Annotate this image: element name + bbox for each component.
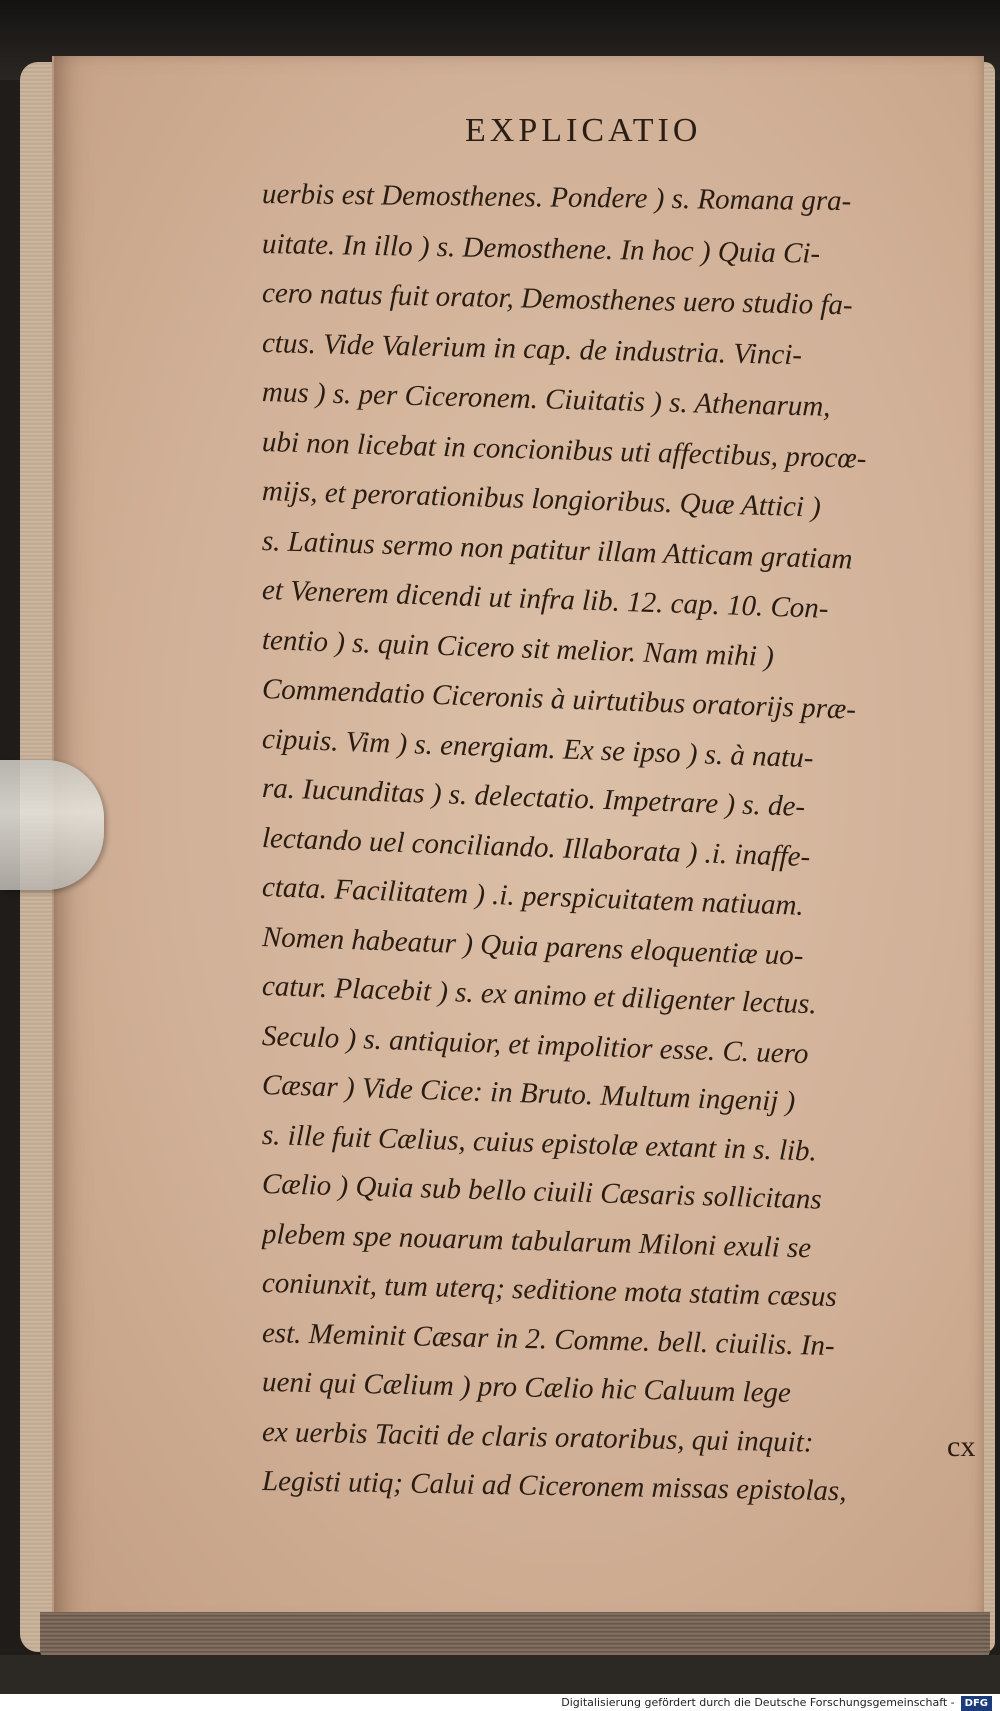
- text-line: Legisti utiq; Calui ad Ciceronem missas epistolas,: [261, 1465, 847, 1508]
- text-line: ctus. Vide Valerium in cap. de industria. Vinci-: [261, 326, 803, 371]
- text-line: s. ille fuit Cælius, cuius epistolæ extant in s. lib.: [261, 1118, 818, 1167]
- text-line: Cælio ) Quia sub bello ciuili Cæsaris sollicitans: [261, 1168, 823, 1216]
- text-line: ueni qui Cælium ) pro Cælio hic Caluum lege: [261, 1366, 792, 1410]
- text-line: ra. Iucunditas ) s. delectatio. Impetrare ) s. de-: [261, 772, 806, 823]
- text-line: Seculo ) s. antiquior, et impolitior esse. C. uero: [261, 1019, 809, 1070]
- text-line: et Venerem dicendi ut infra lib. 12. cap. 10. Con-: [261, 574, 829, 625]
- text-line: cero natus fuit orator, Demosthenes uero studio fa-: [261, 277, 853, 322]
- text-line: uerbis est Demosthenes. Pondere ) s. Romana gra-: [261, 178, 852, 218]
- text-line: Nomen habeatur ) Quia parens eloquentiæ uo-: [261, 920, 805, 972]
- text-line: tentio ) s. quin Cicero sit melior. Nam mihi ): [261, 623, 775, 673]
- dfg-logo-icon: DFG: [961, 1696, 992, 1711]
- text-line: lectando uel conciliando. Illaborata ) .i. inaffe-: [261, 821, 811, 873]
- text-line: s. Latinus sermo non patitur illam Atticam gratiam: [261, 524, 854, 576]
- digitization-footer: [0, 1694, 1000, 1711]
- text-line: mijs, et perorationibus longioribus. Quæ Attici ): [261, 475, 822, 524]
- text-line: coniunxit, tum uterq; seditione mota statim cæsus: [261, 1267, 838, 1314]
- text-line: ex uerbis Taciti de claris oratoribus, qui inquit:: [261, 1415, 814, 1459]
- page-text: [262, 170, 962, 1507]
- text-line: est. Meminit Cæsar in 2. Comme. bell. ciuilis. In-: [261, 1316, 835, 1362]
- running-header: EXPLICATIO: [465, 112, 702, 149]
- bookmark-clip: [0, 760, 104, 890]
- book-cover-bottom: [0, 1655, 1000, 1695]
- page-bottom-edge: [40, 1612, 990, 1660]
- footer-credit: Digitalisierung gefördert durch die Deutsche Forschungsgemeinschaft -: [561, 1696, 955, 1709]
- text-line: cipuis. Vim ) s. energiam. Ex se ipso ) s. à natu-: [261, 722, 814, 774]
- text-line: mus ) s. per Ciceronem. Ciuitatis ) s. Athenarum,: [261, 376, 831, 423]
- text-line: Commendatio Ciceronis à uirtutibus oratorijs præ-: [261, 673, 857, 726]
- catchword: cx: [947, 1430, 976, 1463]
- text-line: ubi non licebat in concionibus uti affectibus, procœ-: [261, 425, 867, 475]
- text-line: Cæsar ) Vide Cice: in Bruto. Multum ingenij ): [261, 1069, 796, 1118]
- text-line: ctata. Facilitatem ) .i. perspicuitatem natiuam.: [261, 871, 805, 922]
- text-line: uitate. In illo ) s. Demosthene. In hoc ) Quia Ci-: [261, 227, 821, 270]
- text-line: plebem spe nouarum tabularum Miloni exuli se: [261, 1217, 812, 1264]
- text-line: catur. Placebit ) s. ex animo et diligenter lectus.: [261, 970, 818, 1021]
